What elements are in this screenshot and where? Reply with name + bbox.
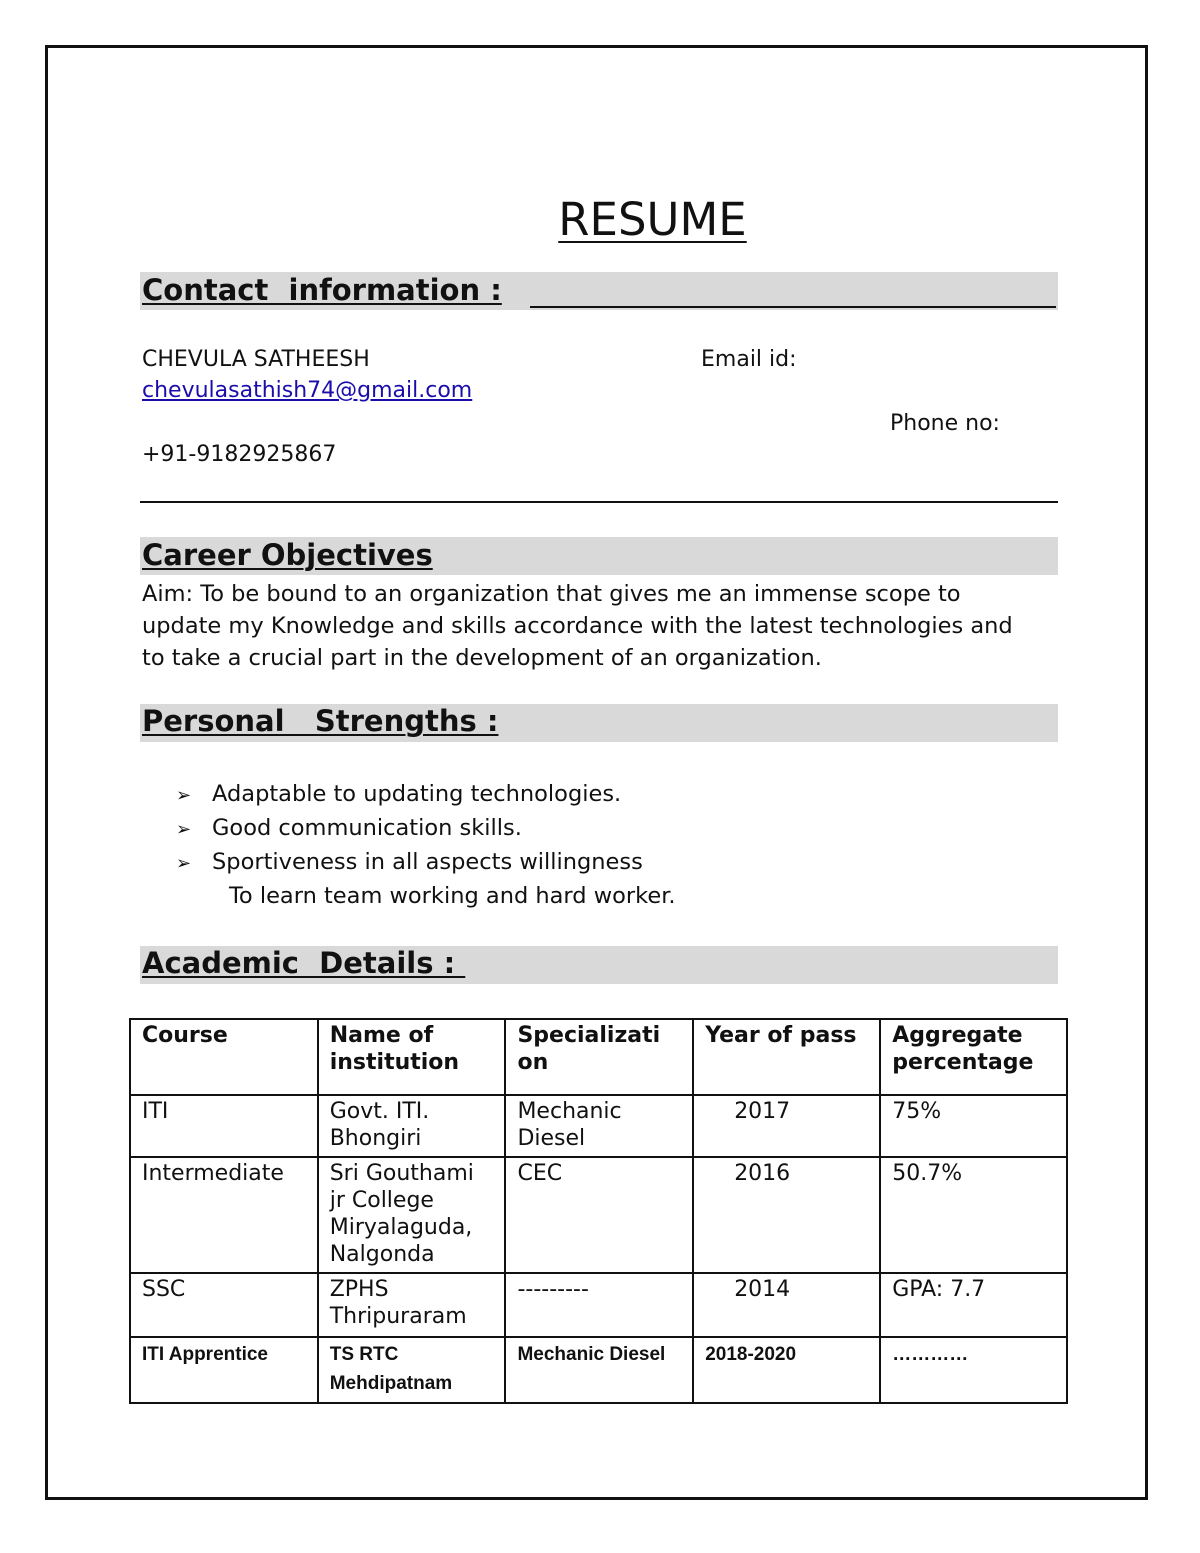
arrow-bullet-icon: ➢ xyxy=(176,819,192,840)
column-header: Course xyxy=(130,1019,318,1095)
table-row xyxy=(130,1337,1067,1403)
phone-number: +91-9182925867 xyxy=(142,442,337,467)
cell-specialization: Mechanic Diesel xyxy=(505,1337,693,1403)
cell-course: ITI Apprentice xyxy=(130,1337,318,1403)
list-item-continuation: To learn team working and hard worker. xyxy=(229,883,676,909)
cell-course: ITI xyxy=(130,1095,318,1157)
academic-heading: Academic Details : xyxy=(142,946,466,980)
cell-year: 2018-2020 xyxy=(693,1337,880,1403)
cell-institution: Govt. ITI. Bhongiri xyxy=(318,1095,506,1157)
cell-specialization: CEC xyxy=(505,1157,693,1273)
cell-course: SSC xyxy=(130,1273,318,1337)
list-item: ➢ Adaptable to updating technologies. xyxy=(176,778,676,812)
strengths-heading: Personal Strengths : xyxy=(142,704,499,738)
arrow-bullet-icon: ➢ xyxy=(176,785,192,806)
contact-heading: Contact information : xyxy=(142,273,502,307)
arrow-bullet-icon: ➢ xyxy=(176,853,192,874)
table-row xyxy=(130,1157,1067,1273)
column-header: Specializati on xyxy=(505,1019,693,1095)
list-item: ➢ Sportiveness in all aspects willingness xyxy=(176,846,676,880)
career-heading: Career Objectives xyxy=(142,538,433,572)
cell-institution: TS RTC Mehdipatnam xyxy=(318,1337,506,1403)
phone-label: Phone no: xyxy=(890,411,1000,436)
career-line: to take a crucial part in the development of an organization. xyxy=(142,645,822,671)
column-header: Aggregate percentage xyxy=(880,1019,1067,1095)
cell-course: Intermediate xyxy=(130,1157,318,1273)
cell-institution: Sri Gouthami jr College Miryalaguda, Nalgonda xyxy=(318,1157,506,1273)
section-divider xyxy=(140,501,1058,503)
academic-table xyxy=(129,1018,1068,1404)
cell-aggregate: 50.7% xyxy=(880,1157,1067,1273)
candidate-name: CHEVULA SATHEESH xyxy=(142,347,370,372)
cell-aggregate: ………… xyxy=(880,1337,1067,1403)
email-link[interactable]: chevulasathish74@gmail.com xyxy=(142,378,473,403)
table-header-row xyxy=(130,1019,1067,1095)
career-objective-text xyxy=(142,578,1062,674)
strengths-list xyxy=(176,778,676,912)
table-row xyxy=(130,1273,1067,1337)
cell-aggregate: GPA: 7.7 xyxy=(880,1273,1067,1337)
email-label: Email id: xyxy=(701,347,797,372)
cell-specialization: --------- xyxy=(505,1273,693,1337)
cell-institution: ZPHS Thripuraram xyxy=(318,1273,506,1337)
career-line: Aim: To be bound to an organization that gives me an immense scope to xyxy=(142,581,961,607)
cell-year: 2017 xyxy=(693,1095,880,1157)
career-line: update my Knowledge and skills accordance with the latest technologies and xyxy=(142,613,1013,639)
resume-title: RESUME xyxy=(558,193,747,246)
table-row xyxy=(130,1095,1067,1157)
cell-specialization: Mechanic Diesel xyxy=(505,1095,693,1157)
column-header: Name of institution xyxy=(318,1019,506,1095)
cell-year: 2014 xyxy=(693,1273,880,1337)
cell-aggregate: 75% xyxy=(880,1095,1067,1157)
cell-year: 2016 xyxy=(693,1157,880,1273)
list-item: ➢ Good communication skills. xyxy=(176,812,676,846)
contact-heading-underline xyxy=(530,306,1056,308)
column-header: Year of pass xyxy=(693,1019,880,1095)
